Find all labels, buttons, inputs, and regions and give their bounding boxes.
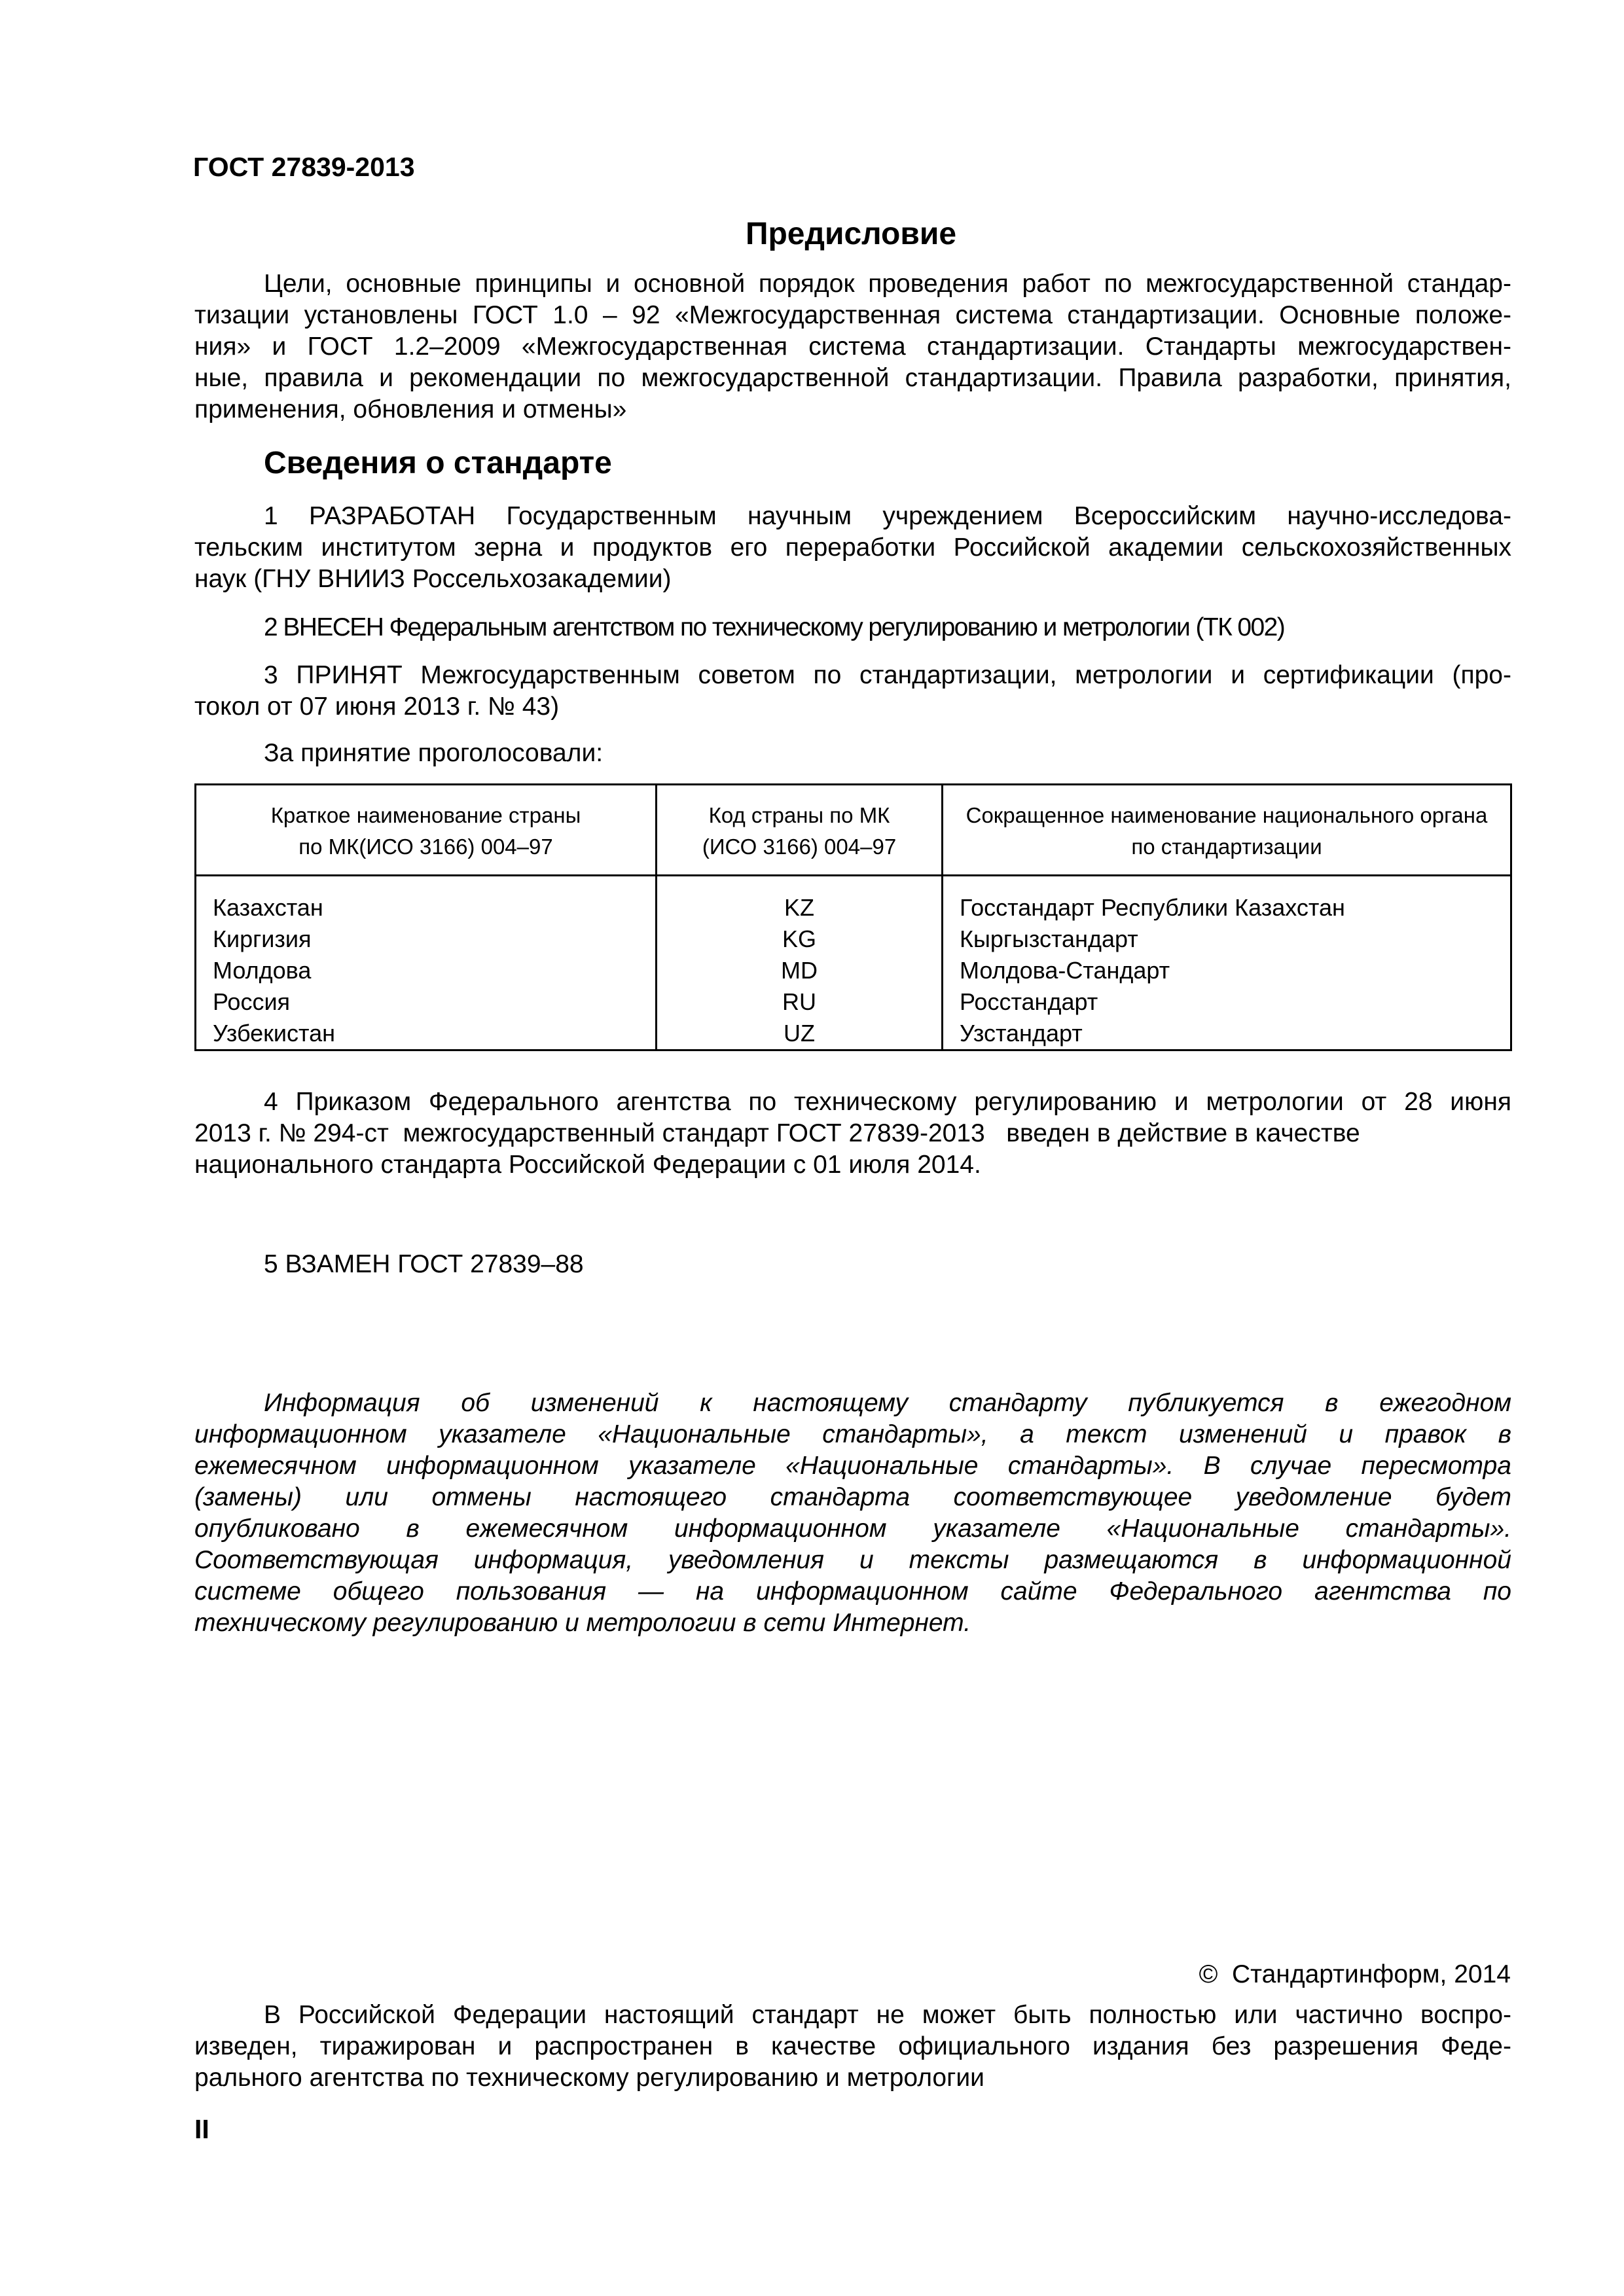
cell-body: Росстандарт	[943, 986, 1511, 1018]
changes-line: опубликовано в ежемесячном информационном указателе «Национальные стандарты».	[194, 1515, 1511, 1543]
voted-label: За принятие проголосовали:	[264, 739, 604, 767]
changes-line: Соответствующая информация, уведомления и тексты размещаются в информационной	[194, 1546, 1511, 1574]
table-row	[196, 924, 1511, 955]
cell-code: KZ	[657, 876, 943, 924]
item-line: тельским институтом зерна и продуктов его переработки Российской академии сельскохозяйственных	[194, 533, 1511, 562]
item-line: наук (ГНУ ВНИИЗ Россельхозакадемии)	[194, 565, 672, 593]
notice-line: изведен, тиражирован и распространен в качестве официального издания без разрешения Феде-	[194, 2032, 1511, 2060]
cell-code: KG	[657, 924, 943, 955]
table-row	[196, 1018, 1511, 1050]
cell-country: Россия	[196, 986, 657, 1018]
foreword-title: Предисловие	[745, 217, 957, 251]
changes-line: системе общего пользования — на информационном сайте Федерального агентства по	[194, 1577, 1511, 1605]
foreword-line: применения, обновления и отмены»	[194, 395, 627, 423]
table-row	[196, 986, 1511, 1018]
standard-info-title: Сведения о стандарте	[264, 446, 612, 480]
cell-body: Кыргызстандарт	[943, 924, 1511, 955]
table-row	[196, 955, 1511, 986]
cell-body: Узстандарт	[943, 1018, 1511, 1050]
copyright: © Стандартинформ, 2014	[1199, 1960, 1511, 1988]
table-header-row	[196, 785, 1511, 876]
header-line: Сокращенное наименование национального органа	[965, 803, 1488, 827]
item-line: 3 ПРИНЯТ Межгосударственным советом по стандартизации, метрологии и сертификации (про-	[264, 661, 1511, 689]
changes-line: ежемесячном информационном указателе «Национальные стандарты». В случае пересмотра	[194, 1452, 1511, 1480]
item-line: 1 РАЗРАБОТАН Государственным научным учреждением Всероссийским научно-исследова-	[264, 502, 1511, 530]
header-line: по стандартизации	[1131, 834, 1322, 859]
cell-body: Госстандарт Республики Казахстан	[943, 876, 1511, 924]
item-replaces: 5 ВЗАМЕН ГОСТ 27839–88	[264, 1250, 584, 1278]
reproduction-notice	[194, 2000, 1511, 2094]
page-number: II	[194, 2114, 209, 2144]
header-line: Краткое наименование страны	[270, 803, 581, 827]
notice-line: рального агентства по техническому регулированию и метрологии	[194, 2064, 984, 2092]
item-enacted	[194, 1086, 1511, 1181]
foreword-line: тизации установлены ГОСТ 1.0 – 92 «Межгосударственная система стандартизации. Основные положе-	[194, 301, 1511, 329]
header-body	[943, 785, 1511, 876]
cell-code: UZ	[657, 1018, 943, 1050]
cell-country: Молдова	[196, 955, 657, 986]
item-line: токол от 07 июня 2013 г. № 43)	[194, 692, 560, 721]
cell-body: Молдова-Стандарт	[943, 955, 1511, 986]
header-country	[196, 785, 657, 876]
cell-country: Узбекистан	[196, 1018, 657, 1050]
notice-line: В Российской Федерации настоящий стандарт не может быть полностью или частично воспро-	[264, 2001, 1511, 2029]
item-line: национального стандарта Российской Федерации с 01 июля 2014.	[194, 1151, 981, 1179]
header-line: Код страны по МК	[708, 803, 890, 827]
changes-line: (замены) или отмены настоящего стандарта соответствующее уведомление будет	[194, 1483, 1511, 1511]
header-line: (ИСО 3166) 004–97	[702, 834, 897, 859]
cell-country: Казахстан	[196, 876, 657, 924]
cell-code: RU	[657, 986, 943, 1018]
foreword-text	[194, 268, 1511, 425]
header-line: по МК(ИСО 3166) 004–97	[298, 834, 553, 859]
header-code	[657, 785, 943, 876]
voting-table	[194, 783, 1512, 1051]
item-adopted	[194, 660, 1511, 723]
foreword-line: Цели, основные принципы и основной порядок проведения работ по межгосударственной стандар-	[264, 270, 1511, 298]
item-submitted: 2 ВНЕСЕН Федеральным агентством по техническому регулированию и метрологии (ТК 002)	[264, 613, 1285, 641]
foreword-line: ния» и ГОСТ 1.2–2009 «Межгосударственная система стандартизации. Стандарты межгосударствен-	[194, 332, 1511, 361]
table-row	[196, 876, 1511, 924]
document-id: ГОСТ 27839-2013	[193, 152, 415, 182]
cell-code: MD	[657, 955, 943, 986]
item-line: 4 Приказом Федерального агентства по техническому регулированию и метрологии от 28 июня	[264, 1088, 1511, 1116]
changes-line: информационном указателе «Национальные стандарты», а текст изменений и правок в	[194, 1420, 1511, 1448]
cell-country: Киргизия	[196, 924, 657, 955]
item-line: 2013 г. № 294-ст межгосударственный стандарт ГОСТ 27839-2013 введен в действие в качестве	[194, 1119, 1360, 1147]
changes-info	[194, 1388, 1511, 1639]
foreword-line: ные, правила и рекомендации по межгосударственной стандартизации. Правила разработки, принятия,	[194, 364, 1511, 392]
changes-line: техническому регулированию и метрологии в сети Интернет.	[194, 1609, 971, 1637]
item-developed	[194, 501, 1511, 595]
changes-line: Информация об изменений к настоящему стандарту публикуется в ежегодном	[264, 1389, 1511, 1417]
